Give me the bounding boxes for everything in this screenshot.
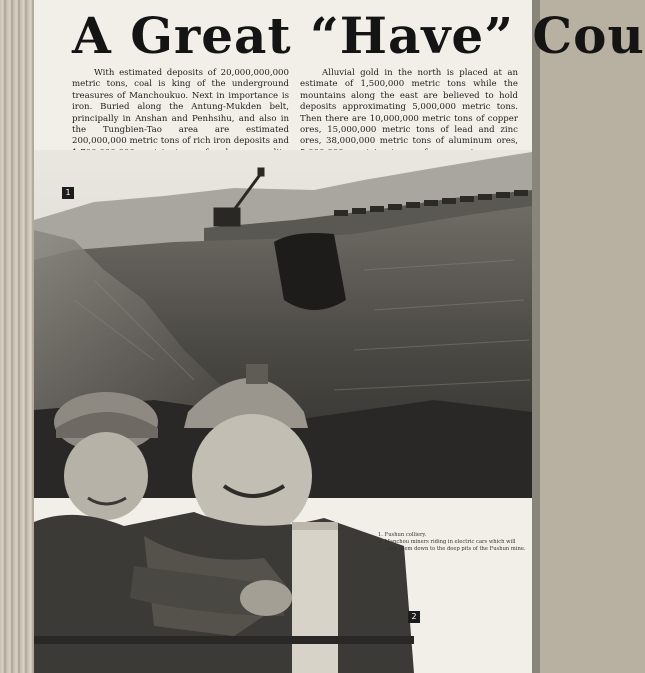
- miners-photo: [34, 336, 414, 673]
- photo-number-1: 1: [62, 187, 74, 199]
- page-title: A Great “Have” Cou: [72, 6, 645, 65]
- book-binding: [0, 0, 34, 673]
- caption-item: 2. Manchou miners riding in electric cars which will take them down to the deep pits of the Fushun mine.: [378, 539, 526, 552]
- page-edge: [532, 0, 540, 673]
- photo-captions: [378, 532, 526, 553]
- text-column-right: Alluvial gold in the north is placed at an estimate of 1,500,000 metric tons while the mountains along the east are believed to hold deposits approximating 5,000,000 metric tons. Then there are 10,000,000 metric tons of copper ores, 15,000,000 metric tons of lead and zinc ores, 38,000,000 metric tons of aluminum ores,: [300, 68, 518, 147]
- text-column-left: With estimated deposits of 20,000,000,000 metric tons, coal is king of the underground treasures of Manchoukuo. Next in importance is iron. Buried along the Antung-Mukden belt, principally in Anshan and Penhsihu, and also in the Tungbien-Tao area are estimated 200,000,000 metric tons of rich iron deposits and: [72, 68, 289, 147]
- caption-item: 1. Fushun colliery.: [378, 532, 427, 538]
- photo-number-2: 2: [408, 611, 420, 623]
- magazine-page: [34, 0, 645, 673]
